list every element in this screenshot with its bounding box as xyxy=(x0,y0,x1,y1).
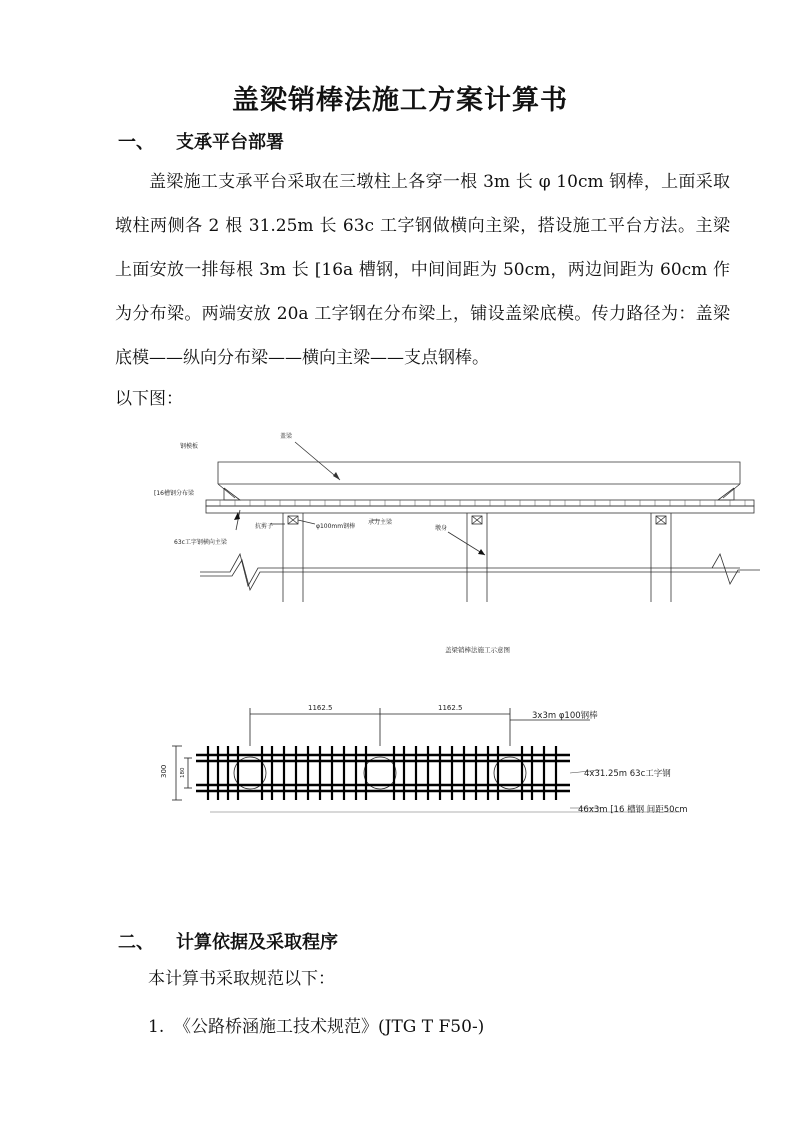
main-beam xyxy=(206,506,754,513)
ground-break-line xyxy=(200,554,760,586)
page-title: 盖梁销棒法施工方案计算书 xyxy=(232,85,568,116)
list-item xyxy=(148,1012,484,1037)
dim-span-1: 1162.5 xyxy=(308,704,333,712)
section-1-number: 一、 xyxy=(118,132,154,153)
section-1-heading xyxy=(118,128,284,154)
figure-intro-line: 以下图： xyxy=(115,389,183,409)
distribution-beam xyxy=(206,500,754,506)
list-item-text: 《公路桥涵施工技术规范》(JTG T F50-) xyxy=(174,1017,485,1037)
label-main-beam: 63c工字钢横向主梁 xyxy=(174,539,227,546)
section-2-number: 二、 xyxy=(118,932,154,953)
label-channel: [16槽钢分布梁 xyxy=(154,490,194,497)
label-steel-plate: 钢模板 xyxy=(180,443,199,450)
section-2-title: 计算依据及采取程序 xyxy=(176,932,338,953)
paragraph-support-platform: 盖梁施工支承平台采取在三墩柱上各穿一根 3m 长 φ 10cm 钢棒，上面采取墩柱两侧各 2 根 31.25m 长 63c 工字钢做横向主梁，搭设施工平台方法。主梁上面安放一排每根 3m 长 [16a 槽钢，中间间距为 50cm，两边间距为 60cm 作为分布梁。两端安放 20a 工字钢在分布梁上，铺设盖梁底模。传力路径为：盖梁底模——纵向分布梁——横向主梁——支点钢棒。 xyxy=(115,172,730,368)
label-pin-count: 3x3m φ100钢棒 xyxy=(532,711,598,721)
label-pier: 墩身 xyxy=(435,525,448,532)
plan-diagram xyxy=(160,700,720,830)
section-2-heading xyxy=(118,928,338,954)
cap-beam-outline xyxy=(218,462,740,484)
section-1-title: 支承平台部署 xyxy=(176,132,284,153)
elevation-diagram xyxy=(140,420,780,660)
paragraph-basis: 本计算书采取规范以下： xyxy=(148,969,335,989)
dim-span-2: 1162.5 xyxy=(438,704,463,712)
label-hoop: 抗剪子 xyxy=(255,523,274,530)
label-pin: φ100mm钢棒 xyxy=(316,523,356,530)
label-cap-beam: 盖梁 xyxy=(280,433,293,440)
dim-height-inner: 180 xyxy=(180,767,186,778)
label-beam-count: 4x31.25m 63c工字钢 xyxy=(584,769,671,779)
label-load-beam: 承力主梁 xyxy=(368,519,393,526)
figure-1-caption: 盖梁销棒法施工示意图 xyxy=(445,646,510,654)
list-item-number: 1. xyxy=(148,1017,165,1037)
dim-height-outer: 300 xyxy=(160,764,168,778)
label-channel-count: 46x3m [16 槽钢 间距50cm xyxy=(578,805,688,815)
